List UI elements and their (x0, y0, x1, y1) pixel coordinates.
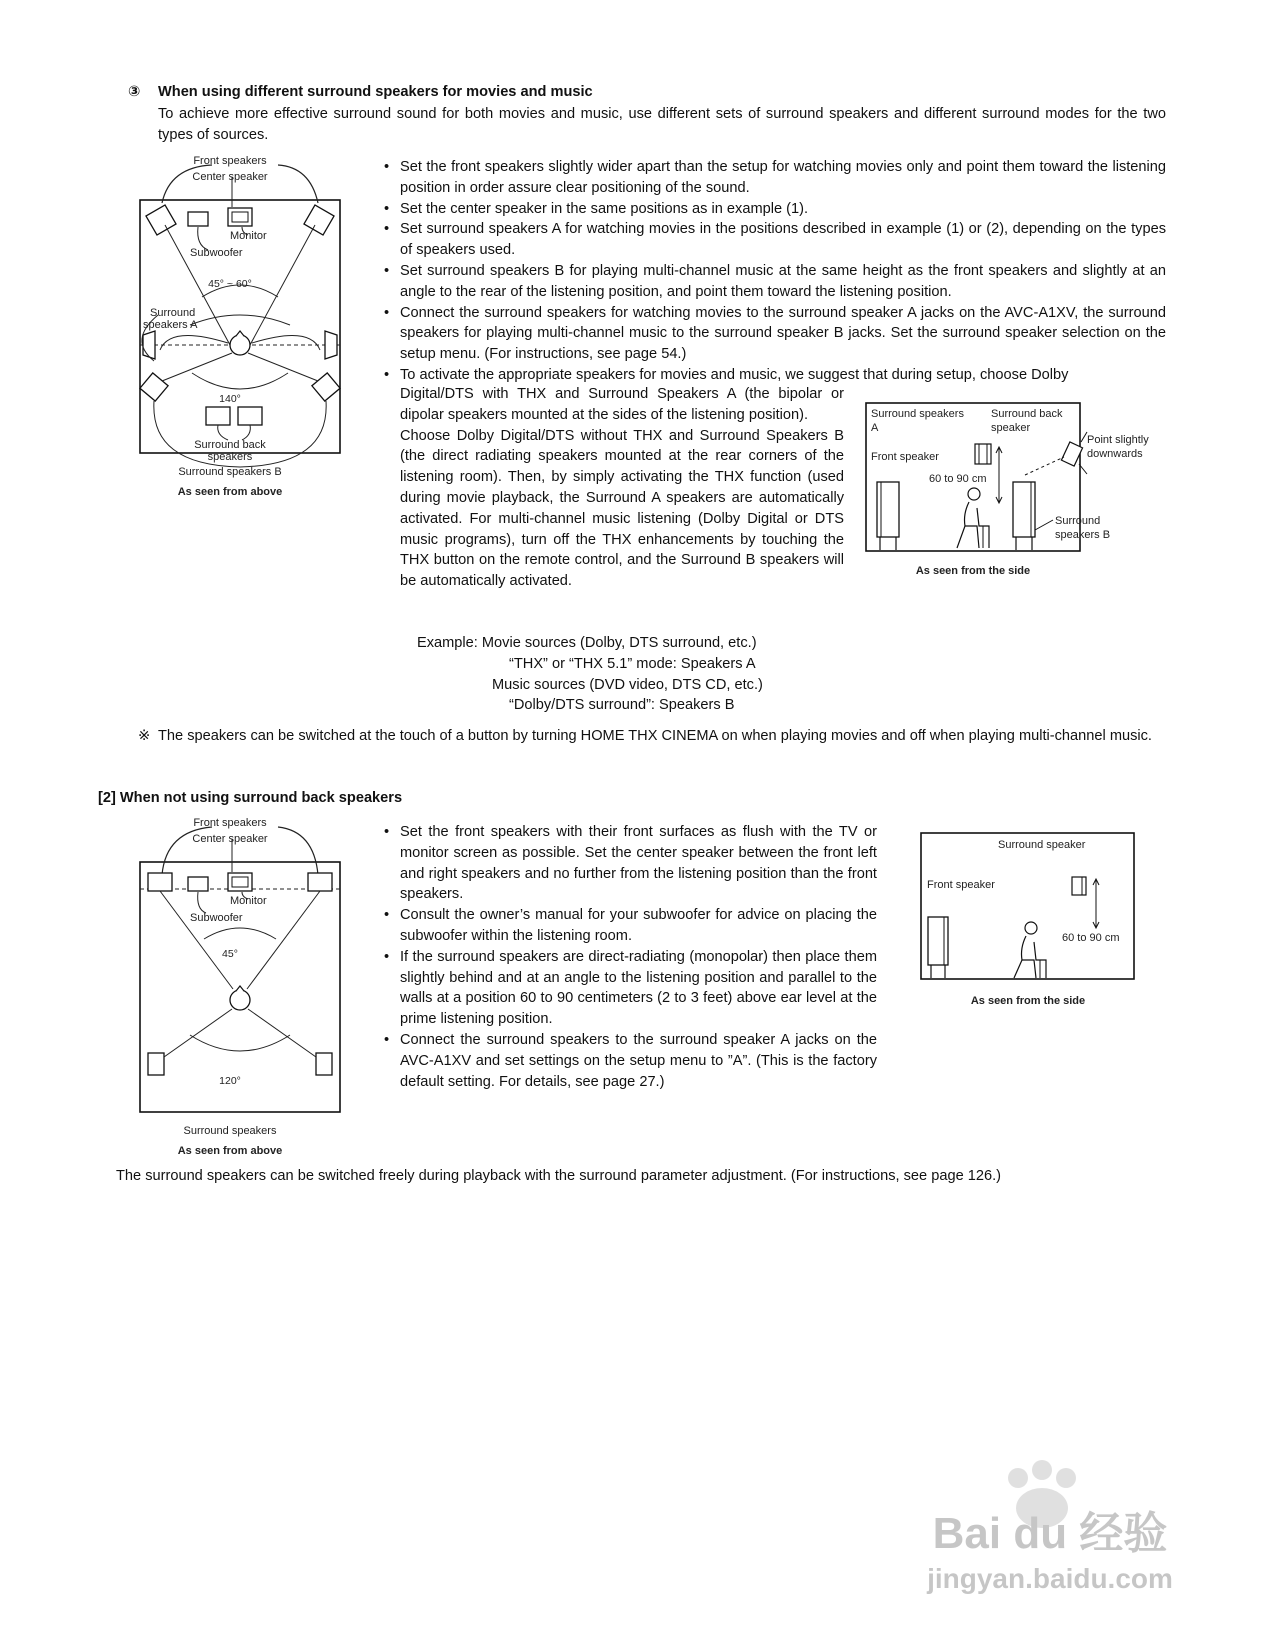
front-speaker-side (877, 482, 899, 537)
front-speaker-left (148, 873, 172, 891)
watermark-url: jingyan.baidu.com (927, 1563, 1173, 1594)
section3-bullet-list (383, 157, 1166, 386)
example-line-1: Example: Movie sources (Dolby, DTS surround, etc.) (417, 635, 757, 651)
section3-bullet-continued (400, 384, 844, 592)
label-monitor: Monitor (230, 895, 267, 907)
front-arc-right (278, 827, 318, 875)
surround-b-speaker-side (1013, 482, 1035, 537)
surround-speaker-side (1072, 877, 1086, 895)
list-item: • Connect the surround speakers to the surround speaker A jacks on the AVC-A1XV and set settings on the setup menu to ”A”. (This is the factory default setting. For details, see page 27.) (383, 1030, 877, 1092)
surround-a-right (325, 331, 337, 359)
note-mark: ※ (138, 728, 151, 744)
label-front-speakers: Front speakers (193, 817, 267, 829)
surround-a-left (143, 331, 155, 359)
surround-b-right (312, 373, 340, 401)
caption-side-view-b: As seen from the side (970, 995, 1086, 1007)
label-surround-back-2: speakers (207, 451, 253, 463)
label-angle-rear: 140° (219, 393, 241, 405)
note-text: The speakers can be switched at the touch of a button by turning HOME THX CINEMA on when playing movies and off when playing multi-channel music. (158, 728, 1152, 744)
list-item: • Set the front speakers with their front surfaces as flush with the TV or monitor screen as possible. Set the center speaker between the front left and right speakers and no further from the listening position than the front speakers. (383, 822, 877, 905)
surround-b-left (140, 373, 168, 401)
side-view-diagram-a (865, 402, 1149, 587)
section2-bullet-list (383, 822, 877, 1092)
list-item: • Consult the owner’s manual for your subwoofer for advice on placing the subwoofer within the listening room. (383, 905, 877, 947)
label-angle-front: 45° (222, 948, 238, 960)
label-surround-back-side-2: speaker (991, 422, 1031, 434)
label-point-slightly-2: downwards (1087, 448, 1143, 460)
label-surround-a-2: speakers A (143, 319, 198, 331)
watermark (900, 1448, 1200, 1598)
label-height-side-a: 60 to 90 cm (929, 473, 987, 485)
caption-top-view-b: As seen from above (177, 1145, 283, 1157)
bullet-continuation: Digital/DTS with THX and Surround Speakers A (the bipolar or dipolar speakers mounted at the sides of the listening position). (400, 386, 844, 423)
example-line-4: “Dolby/DTS surround”: Speakers B (509, 697, 735, 714)
listener-head (230, 335, 250, 355)
front-speaker-right (304, 205, 334, 235)
section3-marker: ③ (128, 84, 141, 100)
front-speaker-side (928, 917, 948, 965)
label-surround-a-side-2: A (871, 422, 879, 434)
bullet-paragraph-2: Choose Dolby Digital/DTS without THX and Surround Speakers B (the direct radiating speakers mounted at the rear corners of the listening room). Then, by simply activating the THX function (used during movie playback, the Surround A speakers are automatically activated. For multi-channel music listening (Dolby Digital or DTS music programs), turn off the THX enhancements by touching the THX button on the remote control, and the Surround B speakers will be automatically activated. (400, 427, 844, 590)
top-view-diagram-b (130, 817, 360, 1162)
label-center-speaker: Center speaker (192, 833, 268, 845)
caption-top-view-a: As seen from above (177, 486, 283, 498)
subwoofer (188, 212, 208, 226)
list-item: • If the surround speakers are direct-radiating (monopolar) then place them slightly behind and at an angle to the listening position and parallel to the walls at a position 60 to 90 centimeters (2 to 3 feet) above ear level at the prime listening position. (383, 947, 877, 1030)
surround-left (148, 1053, 164, 1075)
side-view-diagram-b (920, 832, 1140, 1017)
list-item: • Set surround speakers A for watching movies in the positions described in example (1) or (2), depending on the types of speakers used. (383, 219, 1166, 261)
surround-back-right (238, 407, 262, 425)
list-item: • To activate the appropriate speakers for movies and music, we suggest that during setup, choose Dolby (383, 365, 1166, 386)
list-item: • Set the front speakers slightly wider apart than the setup for watching movies only and point them toward the listening position in order assure clear positioning of the sound. (383, 157, 1166, 199)
label-center-speaker: Center speaker (192, 171, 268, 183)
listener-side (1025, 922, 1037, 934)
front-arc-right (278, 165, 318, 203)
listener-side (968, 488, 980, 500)
list-item: • Set the center speaker in the same positions as in example (1). (383, 199, 1166, 220)
label-front-speaker-side: Front speaker (871, 451, 939, 463)
label-angle-rear: 120° (219, 1075, 241, 1087)
footer-note: The surround speakers can be switched freely during playback with the surround parameter adjustment. (For instructions, see page 126.) (116, 1168, 1002, 1184)
subwoofer (188, 877, 208, 891)
list-item: • Connect the surround speakers for watching movies to the surround speaker A jacks on the AVC-A1XV, the surround speakers for playing multi-channel music to the surround speaker B jacks. Set the surround speaker selection on the setup menu. (For instructions, see page 54.) (383, 303, 1166, 365)
label-surround-b: Surround speakers B (178, 466, 282, 478)
label-height-side-b: 60 to 90 cm (1062, 932, 1120, 944)
paw-logo-icon (900, 1448, 1200, 1598)
surround-right (316, 1053, 332, 1075)
label-surround-back-1: Surround back (194, 439, 266, 451)
section3-heading: When using different surround speakers for movies and music (158, 84, 593, 100)
label-point-slightly-1: Point slightly (1087, 434, 1149, 446)
list-item: • Set surround speakers B for playing multi-channel music at the same height as the front speakers and slightly at an angle to the rear of the listening position, and point them toward the listening position. (383, 261, 1166, 303)
label-surround-speaker: Surround speaker (998, 839, 1086, 851)
caption-side-view-a: As seen from the side (915, 565, 1031, 577)
section2-heading: [2] When not using surround back speakers (98, 790, 403, 806)
label-front-speaker-side: Front speaker (927, 879, 995, 891)
front-speaker-left (146, 205, 176, 235)
top-view-diagram-a (130, 155, 360, 530)
watermark-brand: Bai du 经验 (932, 1509, 1168, 1558)
front-speaker-right (308, 873, 332, 891)
example-block (417, 633, 847, 716)
section3-intro: To achieve more effective surround sound for both movies and music, use different sets of surround speakers and different surround modes for the two types of sources. (158, 106, 1166, 143)
label-monitor: Monitor (230, 230, 267, 242)
label-surround-a-1: Surround (150, 307, 196, 319)
listener-head (230, 990, 250, 1010)
label-surround-speakers: Surround speakers (183, 1125, 277, 1137)
example-line-2: “THX” or “THX 5.1” mode: Speakers A (509, 655, 756, 672)
room-side-outline (921, 833, 1134, 979)
label-front-speakers: Front speakers (193, 155, 267, 167)
label-surround-b-side-2: speakers B (1055, 529, 1111, 541)
label-subwoofer: Subwoofer (190, 912, 243, 924)
surround-back-left (206, 407, 230, 425)
label-surround-b-side-1: Surround (1055, 515, 1101, 527)
label-subwoofer: Subwoofer (190, 247, 243, 259)
label-angle-front: 45° ~ 60° (208, 278, 252, 290)
surround-a-speaker (975, 444, 991, 464)
label-surround-back-side-1: Surround back (991, 408, 1063, 420)
label-surround-a-side-1: Surround speakers (871, 408, 964, 420)
example-line-3: Music sources (DVD video, DTS CD, etc.) (492, 676, 763, 693)
